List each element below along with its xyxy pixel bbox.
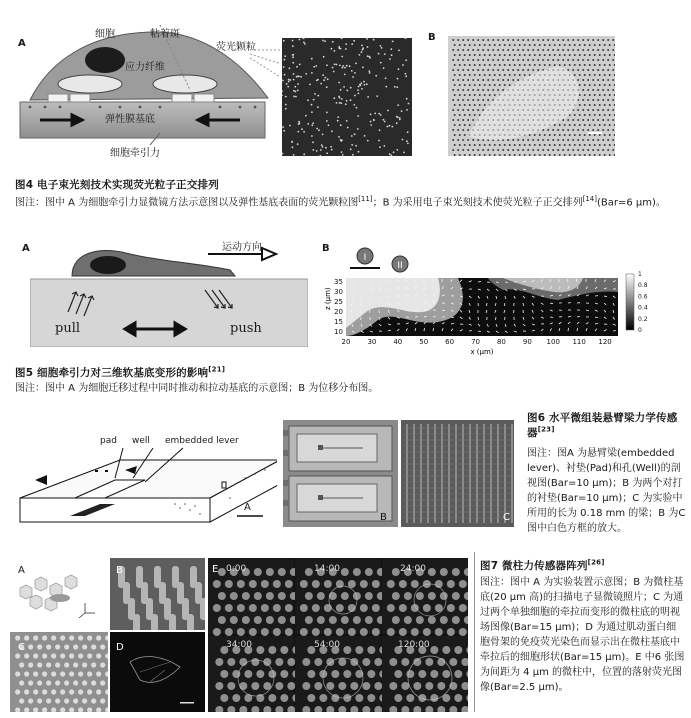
fig4-caption: 图注：图中 A 为细胞牵引力显微镜方法示意图以及弹性基底表面的荧光颗粒图[11]；B 为采用电子束光刻技术使荧光粒子正交排列[14](Bar=6 μm)。 — [15, 195, 666, 209]
fig6-panel-b-letter: B — [380, 512, 387, 523]
y-tick-label: 20 — [334, 308, 343, 316]
fig7-panel-e-letter: E — [212, 564, 219, 575]
fig6-panel-a-letter: A — [244, 502, 251, 513]
label-pad: pad — [100, 436, 117, 446]
marker-i — [350, 248, 380, 268]
x-tick-label: 70 — [471, 338, 480, 346]
fig7-caption: 图注：图中 A 为实验装置示意图；B 为微柱基底(20 μm 高)的扫描电子显微镜照片；C 为通过两个单独细胞的牵拉而变形的微柱底的明视场图像(Bar=15 μm)；D 为通过肌动蛋白细胞骨架的免疫荧光染色而显示出在微柱基底中牵拉后的细胞形状(Bar=15 μm)。E 中6 张图为间距为 4 μm 的微柱中，位置的落射荧光图像(Bar=2.5 μm)。 — [480, 577, 685, 693]
label-stress-fiber: 应力纤维 — [125, 62, 165, 73]
fig5-title: 图5 细胞牵引力对三维软基底变形的影响[21] — [15, 365, 226, 379]
soft-substrate — [30, 279, 308, 347]
x-tick-label: 40 — [393, 338, 403, 346]
label-fluorescent-particles: 荧光颗粒 — [216, 42, 256, 53]
scale-bar — [588, 132, 602, 134]
label-cell: 细胞 — [95, 29, 115, 40]
colorbar-tick-label: 0 — [638, 327, 642, 334]
fig5-caption: 图注：图中 A 为细胞迁移过程中同时推动和拉动基底的示意图；B 为位移分布图。 — [15, 383, 379, 394]
marker-ii — [392, 256, 408, 272]
time-5: 120:00 — [398, 640, 430, 650]
displacement-heatmap — [318, 240, 658, 358]
fig7-panel-d-letter: D — [116, 642, 124, 653]
colorbar-tick-label: 1 — [638, 271, 642, 278]
label-push: push — [230, 321, 262, 336]
fig6-title: 图6 水平微组装悬臂梁力学传感器[23] — [527, 412, 678, 439]
colorbar-tick-label: 0.2 — [638, 315, 648, 323]
time-0: 0:00 — [226, 564, 247, 574]
label-pull: pull — [55, 321, 81, 336]
divider — [474, 552, 475, 712]
svg-text:II: II — [397, 261, 403, 271]
cell-nucleus-5 — [90, 256, 126, 274]
fig4-panel-b-letter: B — [428, 32, 436, 43]
particle-pointers — [250, 50, 280, 80]
fig6-panel-c-letter: C — [503, 512, 510, 523]
fig4-particle-image — [282, 38, 412, 156]
colorbar-tick-label: 0.6 — [638, 293, 648, 301]
fig6-caption: 图注：图A 为悬臂梁(embedded lever)、衬垫(Pad)和孔(Well)的剖视图(Bar=10 μm)；B 为两个对打的衬垫(Bar=10 μm)；C 为实验中所用的长为 0.18 mm 的梁；B 为C图中白色方框的放大。 — [527, 448, 686, 534]
fig5-panel-a-letter: A — [22, 243, 30, 254]
fig4-panel-a-letter: A — [18, 38, 26, 49]
fig6-beam-array-micrograph — [401, 420, 514, 527]
fig7-title: 图7 微柱力传感器阵列[26] — [480, 558, 605, 572]
stress-fiber-left — [58, 75, 122, 93]
colorbar-tick-label: 0.8 — [638, 282, 648, 290]
y-tick-label: 35 — [334, 278, 343, 286]
label-direction: 运动方向 — [222, 242, 262, 253]
x-tick-label: 80 — [496, 338, 506, 346]
y-axis-label: z (μm) — [324, 287, 332, 310]
time-3: 34:00 — [226, 640, 252, 650]
y-tick-label: 10 — [334, 328, 343, 336]
cell-nucleus — [85, 47, 125, 73]
time-1: 14:00 — [314, 564, 340, 574]
label-well: well — [132, 436, 150, 446]
x-tick-label: 100 — [546, 338, 560, 346]
x-tick-label: 90 — [522, 338, 532, 346]
x-axis-label: x (μm) — [470, 348, 494, 356]
label-embedded-lever: embedded lever — [165, 436, 239, 446]
time-4: 54:00 — [314, 640, 340, 650]
fig6-pad-micrograph — [283, 420, 398, 527]
y-tick-label: 15 — [334, 318, 343, 326]
y-tick-label: 30 — [334, 288, 343, 296]
stress-fiber-right — [153, 75, 217, 93]
svg-text:I: I — [363, 253, 367, 263]
label-focal-adhesion: 粘着斑 — [150, 29, 180, 40]
fig4-title: 图4 电子束光刻技术实现荧光粒子正交排列 — [15, 179, 219, 191]
x-tick-label: 50 — [419, 338, 429, 346]
label-traction-force: 细胞牵引力 — [110, 148, 160, 159]
fig7-panel-a-letter: A — [18, 565, 25, 576]
fig7-panel-c-letter: C — [18, 642, 25, 653]
x-tick-label: 110 — [572, 338, 586, 346]
fig7-panel-e — [208, 558, 468, 712]
fig7-panel-b-letter: B — [116, 565, 123, 576]
colorbar — [626, 274, 634, 330]
fig7-panel-b-sem — [110, 558, 205, 630]
fig4-ordered-array-image — [448, 36, 615, 156]
colorbar-tick-label: 0.4 — [638, 304, 648, 312]
x-tick-label: 120 — [598, 338, 612, 346]
x-tick-label: 60 — [445, 338, 455, 346]
label-substrate: 弹性膜基底 — [105, 114, 155, 125]
fig7-panel-d-fluorescence — [110, 632, 205, 712]
fig5-panel-b-letter: B — [322, 243, 330, 254]
y-tick-label: 25 — [334, 298, 343, 306]
x-tick-label: 20 — [341, 338, 351, 346]
time-2: 24:00 — [400, 564, 426, 574]
x-tick-label: 30 — [367, 338, 377, 346]
